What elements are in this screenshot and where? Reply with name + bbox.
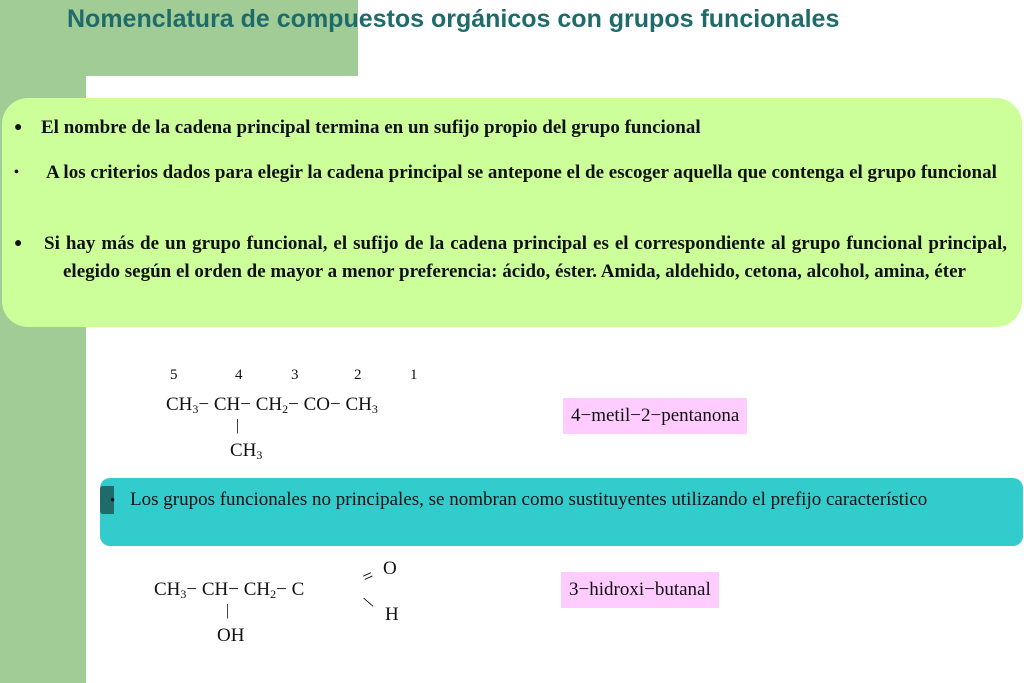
rule-2 [14,159,1009,187]
structural-formula-pentanona: $CH_3- CH- CH_2- CO- CH_3$ [166,394,378,416]
rule-3-text: Si hay más de un grupo funcional, el sufijo de la cadena principal es el correspondiente al grupo funcional principal, elegido según el orden de mayor a menor preferencia: ácido, éster. Amida, aldehido, cetona, alcohol, amina, éter [44,233,1007,282]
carbon-number-1: 1 [410,367,418,383]
bullet-icon: • [110,493,116,509]
hydroxyl-substituent: OH [217,625,245,646]
rule-2-text: A los criterios dados para elegir la cadena principal se antepone el de escoger aquella que contenga el grupo funcional [46,162,997,183]
single-bond: \ [361,592,376,612]
oxygen-atom: O [383,558,397,579]
branch-bond: | [226,602,230,619]
carbon-number-5: 5 [170,367,178,383]
carbon-number-4: 4 [235,367,243,383]
note-box [100,478,1023,546]
compound-name-pentanona: 4−metil−2−pentanona [563,398,747,434]
structural-formula-butanal: $CH_3- CH- CH_2- C$ [154,579,305,601]
carbon-number-3: 3 [291,367,299,383]
bullet-icon: ● [14,236,23,251]
hydrogen-atom: H [385,604,399,625]
carbon-number-2: 2 [354,367,362,383]
note [110,486,1011,515]
double-bond: = [359,564,377,588]
rule-1 [14,114,1014,142]
compound-name-butanal: 3−hidroxi−butanal [561,572,719,608]
rule-1-text: El nombre de la cadena principal termina en un sufijo propio del grupo funcional [41,117,701,138]
note-text: Los grupos funcionales no principales, se nombran como sustituyentes utilizando el prefijo característico [130,489,928,510]
slide-title: Nomenclatura de compuestos orgánicos con grupos funcionales [67,5,840,33]
methyl-substituent: $CH_3$ [230,440,263,462]
bullet-icon: ● [14,120,23,135]
bullet-icon: • [14,165,19,180]
branch-bond: | [236,417,240,434]
rule-3 [14,230,1007,286]
